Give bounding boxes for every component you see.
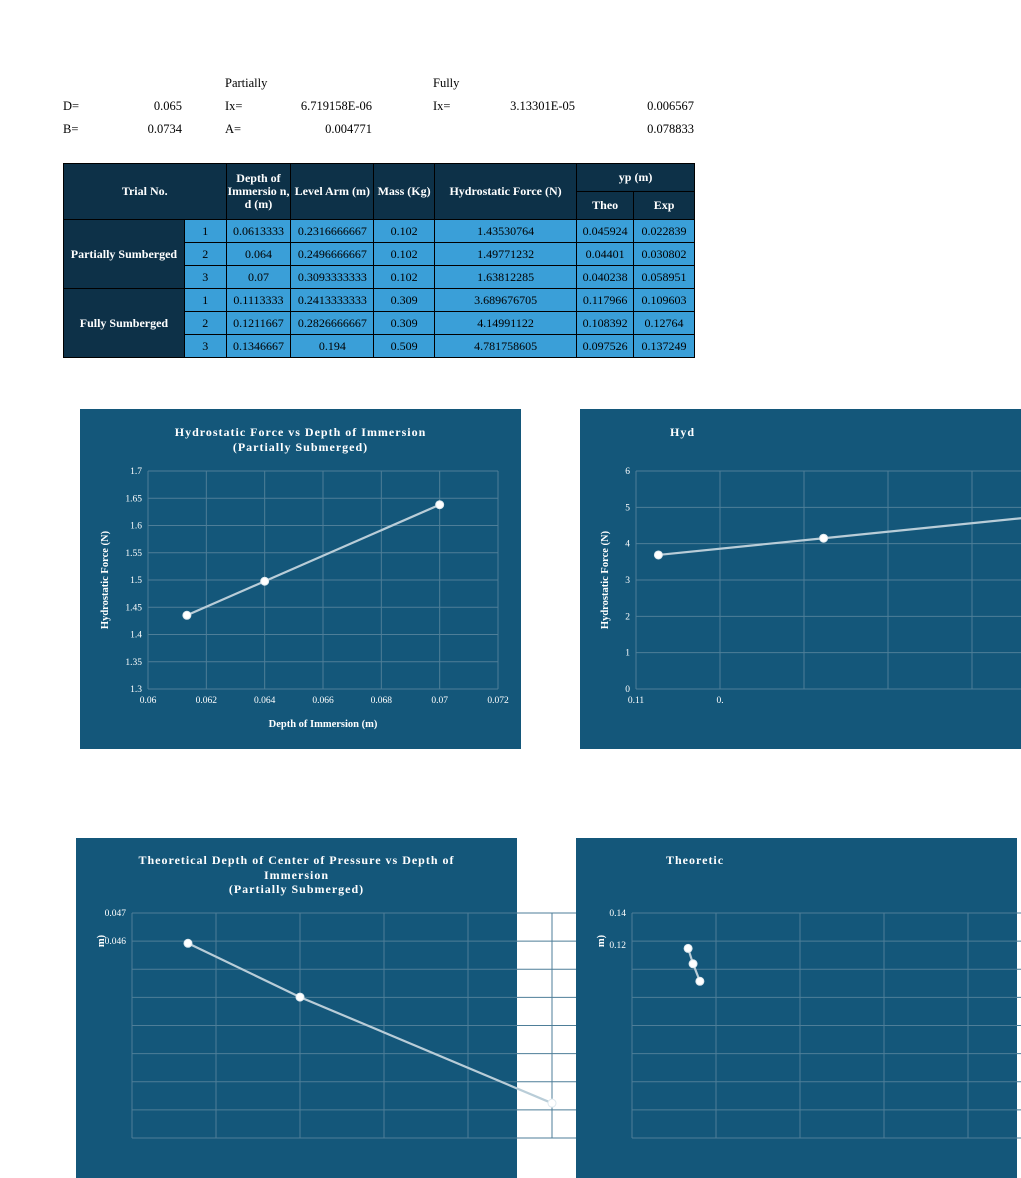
trial-number: 3 [184,335,226,358]
data-point [436,501,444,509]
y-tick-label: 0.046 [104,937,126,948]
x-axis-label: Depth of Immersion (m) [268,719,378,730]
chart-cp-partial-svg [76,838,517,1178]
chart-subtitle: (Partially Submerged) [228,882,365,896]
mass-cell: 0.309 [374,312,435,335]
x-tick-label: 0.11 [627,696,645,706]
chart-cp-full-svg [576,838,1017,1178]
force-cell: 4.14991122 [434,312,576,335]
y-tick-label: 5 [625,503,630,514]
header-mass: Mass (Kg) [374,164,435,220]
y-tick-label: 1 [625,648,630,659]
theo-cell: 0.117966 [577,289,634,312]
full-extra-2: 0.078833 [647,122,694,136]
lever-cell: 0.2413333333 [291,289,374,312]
data-point [820,534,828,542]
x-tick-label: 0.064 [253,696,276,706]
data-point [296,993,304,1001]
data-point [684,944,692,952]
force-cell: 1.49771232 [434,243,576,266]
series-line [187,505,440,616]
force-cell: 3.689676705 [434,289,576,312]
chart-force-partial [80,409,521,749]
x-tick-label: 0.066 [312,696,334,706]
trial-number: 1 [184,220,226,243]
a-value: 0.004771 [325,122,372,136]
b-value: 0.0734 [147,122,182,136]
x-tick-label: 0.062 [195,696,218,706]
exp-cell: 0.030802 [634,243,695,266]
exp-cell: 0.109603 [634,289,695,312]
trial-number: 1 [184,289,226,312]
exp-cell: 0.022839 [634,220,695,243]
chart-title: Theoretical Depth of Center of Pressure vs Depth of [138,853,455,867]
depth-cell: 0.0613333 [226,220,291,243]
b-label: B= [63,122,79,136]
theo-cell: 0.040238 [577,266,634,289]
lever-cell: 0.2826666667 [291,312,374,335]
y-tick-label: 1.45 [125,603,142,614]
header-theo: Theo [577,192,634,220]
y-tick-label: 1.65 [125,494,142,505]
series-line [188,943,552,1103]
chart-title: Immersion [264,868,329,882]
ix-full-label: Ix= [433,99,451,113]
ix-full-value: 3.13301E-05 [510,99,575,113]
data-point [654,551,662,559]
exp-cell: 0.12764 [634,312,695,335]
y-tick-label: 0 [625,685,630,695]
data-point [184,939,192,947]
theo-cell: 0.097526 [577,335,634,358]
ix-partial-value: 6.719158E-06 [300,99,372,113]
header-exp: Exp [634,192,695,220]
y-tick-label: 0.14 [609,909,626,919]
d-label: D= [63,99,80,113]
depth-cell: 0.064 [226,243,291,266]
depth-cell: 0.1113333 [226,289,291,312]
mass-cell: 0.102 [374,220,435,243]
x-tick-label: 0.06 [139,696,157,706]
force-cell: 1.63812285 [434,266,576,289]
trial-number: 3 [184,266,226,289]
ix-partial-label: Ix= [225,99,243,113]
chart-cp-partial [76,838,517,1178]
chart-force-full [580,409,1021,749]
x-tick-label: 0. [716,696,724,706]
y-tick-label: 0.12 [609,941,626,952]
mass-cell: 0.102 [374,243,435,266]
mass-cell: 0.102 [374,266,435,289]
depth-cell: 0.07 [226,266,291,289]
lever-cell: 0.3093333333 [291,266,374,289]
header-depth: Depth of Immersio n, d (m) [226,164,291,220]
group-label-full: Fully Sumberged [64,289,185,358]
chart-title: Hydrostatic Force vs Depth of Immersion [174,425,427,439]
chart-cp-full [576,838,1017,1178]
data-point [261,577,269,585]
y-axis-label: m) [596,934,607,948]
x-tick-label: 0.07 [431,696,448,706]
y-tick-label: 1.4 [130,630,142,641]
mass-cell: 0.309 [374,289,435,312]
header-trial: Trial No. [64,164,227,220]
y-tick-label: 1.7 [130,467,142,477]
y-tick-label: 0.047 [104,909,126,919]
trial-number: 2 [184,312,226,335]
y-tick-label: 1.35 [125,657,142,668]
y-tick-label: 6 [625,467,630,477]
y-tick-label: 3 [625,576,630,586]
trial-number: 2 [184,243,226,266]
header-force: Hydrostatic Force (N) [434,164,576,220]
chart-title: Hyd [670,425,696,439]
theo-cell: 0.108392 [577,312,634,335]
y-axis-label: Hydrostatic Force (N) [100,530,111,630]
force-cell: 1.43530764 [434,220,576,243]
y-tick-label: 2 [625,612,630,623]
header-lever: Level Arm (m) [291,164,374,220]
full-extra-1: 0.006567 [647,99,694,113]
x-tick-label: 0.068 [370,696,393,706]
lever-cell: 0.194 [291,335,374,358]
y-tick-label: 1.3 [130,685,142,695]
results-table [63,163,695,358]
chart-force-partial-svg [80,409,521,749]
x-tick-label: 0.072 [487,696,509,706]
y-tick-label: 1.55 [125,548,142,559]
data-point [696,977,704,985]
chart-subtitle: (Partially Submerged) [232,440,369,454]
exp-cell: 0.058951 [634,266,695,289]
data-point [183,611,191,619]
data-point [548,1099,556,1107]
series-line [658,515,1021,555]
y-tick-label: 1.6 [130,521,142,532]
depth-cell: 0.1211667 [226,312,291,335]
theo-cell: 0.04401 [577,243,634,266]
mass-cell: 0.509 [374,335,435,358]
fully-label: Fully [433,76,460,90]
force-cell: 4.781758605 [434,335,576,358]
partially-label: Partially [225,76,268,90]
header-yp: yp (m) [577,164,695,192]
d-value: 0.065 [153,99,182,113]
a-label: A= [225,122,242,136]
exp-cell: 0.137249 [634,335,695,358]
lever-cell: 0.2496666667 [291,243,374,266]
theo-cell: 0.045924 [577,220,634,243]
y-axis-label: m) [96,934,107,948]
y-axis-label: Hydrostatic Force (N) [600,530,611,630]
y-tick-label: 1.5 [130,576,142,586]
depth-cell: 0.1346667 [226,335,291,358]
chart-title: Theoretic [666,853,725,867]
group-label-partial: Partially Sumberged [64,220,185,289]
y-tick-label: 4 [625,539,630,550]
lever-cell: 0.2316666667 [291,220,374,243]
chart-force-full-svg [580,409,1021,749]
data-point [689,960,697,968]
